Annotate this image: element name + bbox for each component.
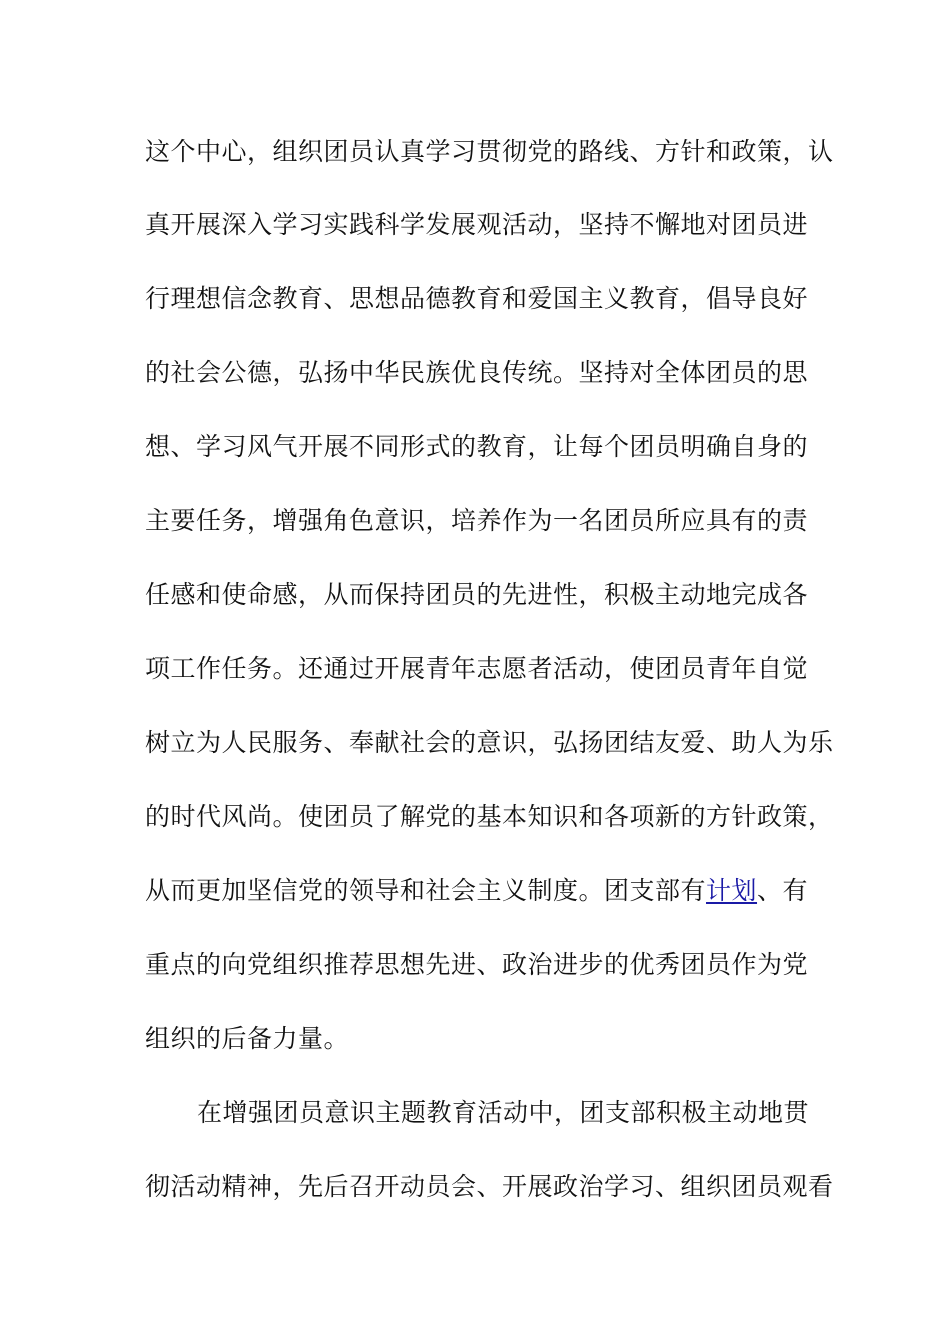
text-line: 彻活动精神，先后召开动员会、开展政治学习、组织团员观看 (145, 1172, 834, 1201)
plan-link[interactable]: 计划 (706, 876, 758, 905)
text-line: 组织的后备力量。 (145, 1024, 350, 1053)
text-line: 主要任务，增强角色意识，培养作为一名团员所应具有的责 (145, 506, 809, 535)
text-line: 重点的向党组织推荐思想先进、政治进步的优秀团员作为党 (145, 950, 809, 979)
text-segment: 、有 (757, 876, 809, 905)
text-line: 的社会公德，弘扬中华民族优良传统。坚持对全体团员的思 (145, 358, 809, 387)
text-line-with-link (145, 874, 808, 908)
text-line: 任感和使命感，从而保持团员的先进性，积极主动地完成各 (145, 580, 809, 609)
text-line: 的时代风尚。使团员了解党的基本知识和各项新的方针政策， (145, 802, 834, 831)
text-line: 树立为人民服务、奉献社会的意识，弘扬团结友爱、助人为乐 (145, 728, 834, 757)
text-line: 这个中心，组织团员认真学习贯彻党的路线、方针和政策，认 (145, 137, 834, 166)
paragraph-first-line: 在增强团员意识主题教育活动中，团支部积极主动地贯 (197, 1098, 810, 1127)
text-segment: 从而更加坚信党的领导和社会主义制度。团支部有 (145, 876, 707, 905)
text-line: 想、学习风气开展不同形式的教育，让每个团员明确自身的 (145, 432, 809, 461)
text-line: 行理想信念教育、思想品德教育和爱国主义教育，倡导良好 (145, 284, 809, 313)
text-line: 真开展深入学习实践科学发展观活动，坚持不懈地对团员进 (145, 210, 809, 239)
text-line: 项工作任务。还通过开展青年志愿者活动，使团员青年自觉 (145, 654, 809, 683)
